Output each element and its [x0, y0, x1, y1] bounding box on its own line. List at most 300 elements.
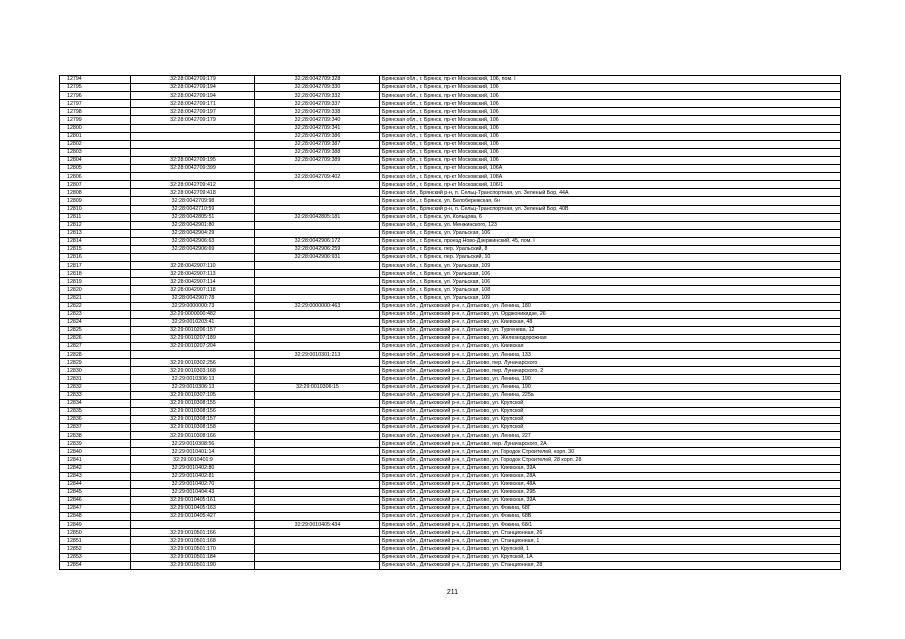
address-cell: Брянская обл., Дятьковский р-н, г. Дятьково, ул. Ленина, 190 — [380, 375, 841, 383]
table-row — [60, 480, 841, 488]
row-number-cell: 12836 — [60, 415, 131, 423]
table-row — [60, 197, 841, 205]
land-cadastral-number-cell: 32:28:0042709:194 — [131, 92, 255, 100]
land-cadastral-number-cell — [131, 132, 255, 140]
table-row — [60, 181, 841, 189]
building-cadastral-number-cell — [255, 456, 380, 464]
table-row — [60, 124, 841, 132]
table-row — [60, 424, 841, 432]
table-row — [60, 513, 841, 521]
row-number-cell: 12854 — [60, 561, 131, 569]
address-cell: Брянская обл., Дятьковский р-н, г. Дятьково, ул. Крупской, 1А — [380, 553, 841, 561]
land-cadastral-number-cell: 32:28:0042907:114 — [131, 278, 255, 286]
land-cadastral-number-cell: 32:29:0010402:81 — [131, 472, 255, 480]
address-cell: Брянская обл., г. Брянск, пр-кт Московский, 106 — [380, 116, 841, 124]
table-row — [60, 326, 841, 334]
address-cell: Брянская обл., Дятьковский р-н, г. Дятьково, ул. Крупской, 1 — [380, 545, 841, 553]
table-row — [60, 432, 841, 440]
table-row — [60, 245, 841, 253]
address-cell: Брянская обл., Дятьковский р-н, г. Дятьково, ул. Ленина, 227 — [380, 432, 841, 440]
table-row — [60, 496, 841, 504]
building-cadastral-number-cell — [255, 513, 380, 521]
row-number-cell: 12817 — [60, 262, 131, 270]
building-cadastral-number-cell — [255, 229, 380, 237]
address-cell: Брянская обл., Дятьковский р-н, г. Дятьково, ул. Орджоникидзе, 26 — [380, 310, 841, 318]
building-cadastral-number-cell — [255, 262, 380, 270]
row-number-cell: 12801 — [60, 132, 131, 140]
table-row — [60, 488, 841, 496]
address-cell: Брянская обл., г. Брянск, пер. Уральский, 8 — [380, 245, 841, 253]
address-cell: Брянская обл., г. Брянск, пер. Уральский, 10 — [380, 254, 841, 262]
address-cell: Брянская обл., Дятьковский р-н, г. Дятьково, ул. Железнодорожная — [380, 335, 841, 343]
building-cadastral-number-cell — [255, 537, 380, 545]
table-row — [60, 375, 841, 383]
land-cadastral-number-cell: 32:29:0010207:189 — [131, 335, 255, 343]
building-cadastral-number-cell — [255, 326, 380, 334]
building-cadastral-number-cell — [255, 407, 380, 415]
address-cell: Брянская обл., Дятьковский р-н, г. Дятьково, ул. Станционная, 1 — [380, 537, 841, 545]
row-number-cell: 12840 — [60, 448, 131, 456]
land-cadastral-number-cell: 32:29:0010501:184 — [131, 553, 255, 561]
row-number-cell: 12825 — [60, 326, 131, 334]
row-number-cell: 12846 — [60, 496, 131, 504]
row-number-cell: 12852 — [60, 545, 131, 553]
row-number-cell: 12839 — [60, 440, 131, 448]
land-cadastral-number-cell: 32:29:0010501:166 — [131, 529, 255, 537]
row-number-cell: 12835 — [60, 407, 131, 415]
address-cell: Брянская обл., Дятьковский р-н, г. Дятьково, ул. Киевская, 29Б — [380, 488, 841, 496]
building-cadastral-number-cell — [255, 432, 380, 440]
land-cadastral-number-cell — [131, 351, 255, 359]
land-cadastral-number-cell: 32:28:0042709:194 — [131, 84, 255, 92]
land-cadastral-number-cell: 32:29:0010302:256 — [131, 359, 255, 367]
land-cadastral-number-cell — [131, 173, 255, 181]
address-cell: Брянская обл., г. Брянск, пр-кт Московский, 106 — [380, 140, 841, 148]
address-cell: Брянская обл., Дятьковский р-н, г. Дятьково, ул. Ленина, 190 — [380, 383, 841, 391]
row-number-cell: 12800 — [60, 124, 131, 132]
table-row — [60, 221, 841, 229]
address-cell: Брянская обл., Дятьковский р-н, г. Дятьково, ул. Станционная, 26 — [380, 529, 841, 537]
address-cell: Брянская обл., Дятьковский р-н, г. Дятьково, ул. Крупской — [380, 407, 841, 415]
address-cell: Брянская обл., Дятьковский р-н, г. Дятьково, ул. Киевская — [380, 343, 841, 351]
building-cadastral-number-cell: 32:28:0042709:332 — [255, 92, 380, 100]
building-cadastral-number-cell — [255, 278, 380, 286]
land-cadastral-number-cell: 32:28:0042709:195 — [131, 156, 255, 164]
building-cadastral-number-cell: 32:29:0010405:434 — [255, 521, 380, 529]
table-row — [60, 553, 841, 561]
table-row — [60, 537, 841, 545]
row-number-cell: 12833 — [60, 391, 131, 399]
address-cell: Брянская обл., Дятьковский р-н, г. Дятьково, ул. Тургенева, 12 — [380, 326, 841, 334]
row-number-cell: 12799 — [60, 116, 131, 124]
building-cadastral-number-cell — [255, 189, 380, 197]
table-row — [60, 383, 841, 391]
address-cell: Брянская обл., Брянский р-н, п. Сельц-Транспортная, ул. Зеленый Бор, 44А — [380, 189, 841, 197]
address-cell: Брянская обл., Дятьковский р-н, г. Дятьково, ул. Крупской — [380, 424, 841, 432]
building-cadastral-number-cell — [255, 294, 380, 302]
address-cell: Брянская обл., г. Брянск, пр-кт Московский, 106/1 — [380, 181, 841, 189]
row-number-cell: 12802 — [60, 140, 131, 148]
building-cadastral-number-cell: 32:28:0042709:338 — [255, 108, 380, 116]
address-cell: Брянская обл., г. Брянск, ул. Кольцова, 6 — [380, 213, 841, 221]
row-number-cell: 12806 — [60, 173, 131, 181]
land-cadastral-number-cell: 32:28:0042805:51 — [131, 213, 255, 221]
land-cadastral-number-cell: 32:28:0042907:110 — [131, 262, 255, 270]
land-cadastral-number-cell: 32:28:0042709:179 — [131, 116, 255, 124]
building-cadastral-number-cell — [255, 496, 380, 504]
building-cadastral-number-cell — [255, 375, 380, 383]
row-number-cell: 12826 — [60, 335, 131, 343]
address-cell: Брянская обл., г. Брянск, пр-кт Московский, 108А — [380, 173, 841, 181]
land-cadastral-number-cell: 32:29:0010308:56 — [131, 440, 255, 448]
address-cell: Брянская обл., Дятьковский р-н, г. Дятьково, ул. Ленина, 180 — [380, 302, 841, 310]
address-cell: Брянская обл., г. Брянск, пр-кт Московский, 106 — [380, 92, 841, 100]
land-cadastral-number-cell — [131, 521, 255, 529]
land-cadastral-number-cell: 32:29:0000000:73 — [131, 302, 255, 310]
table-row — [60, 156, 841, 164]
building-cadastral-number-cell — [255, 448, 380, 456]
row-number-cell: 12847 — [60, 504, 131, 512]
land-cadastral-number-cell: 32:29:0010401:9 — [131, 456, 255, 464]
building-cadastral-number-cell — [255, 488, 380, 496]
building-cadastral-number-cell: 32:28:0042709:386 — [255, 132, 380, 140]
building-cadastral-number-cell: 32:28:0042709:328 — [255, 76, 380, 84]
row-number-cell: 12795 — [60, 84, 131, 92]
row-number-cell: 12824 — [60, 318, 131, 326]
land-cadastral-number-cell: 32:29:0010306:13 — [131, 383, 255, 391]
row-number-cell: 12815 — [60, 245, 131, 253]
building-cadastral-number-cell: 32:29:0010301:213 — [255, 351, 380, 359]
address-cell: Брянская обл., г. Брянск, ул. Уральская, 106 — [380, 270, 841, 278]
table-row — [60, 545, 841, 553]
building-cadastral-number-cell: 32:28:0042709:337 — [255, 100, 380, 108]
address-cell: Брянская обл., г. Брянск, проезд Ново-Дзержинский, 45, пом. I — [380, 237, 841, 245]
land-cadastral-number-cell: 32:28:0042904:29 — [131, 229, 255, 237]
address-cell: Брянская обл., Дятьковский р-н, г. Дятьково, пер. Луначарского, 2А — [380, 440, 841, 448]
address-cell: Брянская обл., г. Брянск, пр-кт Московский, 106А — [380, 165, 841, 173]
table-row — [60, 270, 841, 278]
table-row — [60, 561, 841, 569]
row-number-cell: 12822 — [60, 302, 131, 310]
address-cell: Брянская обл., г. Брянск, пр-кт Московский, 106 — [380, 132, 841, 140]
row-number-cell: 12813 — [60, 229, 131, 237]
address-cell: Брянская обл., г. Брянск, пр-кт Московский, 106 — [380, 124, 841, 132]
table-row — [60, 529, 841, 537]
address-cell: Брянская обл., Дятьковский р-н, г. Дятьково, пер. Луначарского, 2 — [380, 367, 841, 375]
row-number-cell: 12841 — [60, 456, 131, 464]
table-row — [60, 391, 841, 399]
row-number-cell: 12850 — [60, 529, 131, 537]
table-row — [60, 343, 841, 351]
row-number-cell: 12812 — [60, 221, 131, 229]
row-number-cell: 12831 — [60, 375, 131, 383]
building-cadastral-number-cell: 32:28:0042805:181 — [255, 213, 380, 221]
table-row — [60, 92, 841, 100]
address-cell: Брянская обл., Дятьковский р-н, г. Дятьково, ул. Ленина, 225а — [380, 391, 841, 399]
address-cell: Брянская обл., г. Брянск, ул. Уральская, 106 — [380, 229, 841, 237]
table-row — [60, 213, 841, 221]
table-row — [60, 294, 841, 302]
row-number-cell: 12816 — [60, 254, 131, 262]
building-cadastral-number-cell — [255, 221, 380, 229]
table-row — [60, 254, 841, 262]
row-number-cell: 12797 — [60, 100, 131, 108]
row-number-cell: 12838 — [60, 432, 131, 440]
land-cadastral-number-cell: 32:29:0010308:157 — [131, 415, 255, 423]
table-row — [60, 132, 841, 140]
land-cadastral-number-cell: 32:29:0010203:41 — [131, 318, 255, 326]
row-number-cell: 12803 — [60, 148, 131, 156]
table-row — [60, 302, 841, 310]
row-number-cell: 12814 — [60, 237, 131, 245]
row-number-cell: 12843 — [60, 472, 131, 480]
building-cadastral-number-cell — [255, 310, 380, 318]
table-row — [60, 399, 841, 407]
register-table-body — [60, 76, 841, 570]
row-number-cell: 12849 — [60, 521, 131, 529]
table-row — [60, 440, 841, 448]
land-cadastral-number-cell: 32:29:0010307:105 — [131, 391, 255, 399]
table-row — [60, 173, 841, 181]
row-number-cell: 12818 — [60, 270, 131, 278]
building-cadastral-number-cell — [255, 529, 380, 537]
land-cadastral-number-cell: 32:29:0010405:427 — [131, 513, 255, 521]
land-cadastral-number-cell — [131, 254, 255, 262]
address-cell: Брянская обл., г. Брянск, пр-кт Московский, 106 — [380, 148, 841, 156]
building-cadastral-number-cell — [255, 205, 380, 213]
land-cadastral-number-cell: 32:28:0042906:69 — [131, 245, 255, 253]
building-cadastral-number-cell — [255, 440, 380, 448]
address-cell: Брянская обл., г. Брянск, пр-кт Московский, 106, пом. I — [380, 76, 841, 84]
table-row — [60, 407, 841, 415]
row-number-cell: 12811 — [60, 213, 131, 221]
address-cell: Брянская обл., г. Брянск, ул. Уральская, 106 — [380, 278, 841, 286]
address-cell: Брянская обл., Дятьковский р-н, г. Дятьково, ул. Фокина, 68/1 — [380, 521, 841, 529]
row-number-cell: 12808 — [60, 189, 131, 197]
land-cadastral-number-cell: 32:29:0010308:166 — [131, 432, 255, 440]
land-cadastral-number-cell: 32:29:0010404:43 — [131, 488, 255, 496]
building-cadastral-number-cell — [255, 399, 380, 407]
land-cadastral-number-cell: 32:29:0010308:158 — [131, 424, 255, 432]
building-cadastral-number-cell — [255, 472, 380, 480]
land-cadastral-number-cell: 32:29:0010308:155 — [131, 399, 255, 407]
building-cadastral-number-cell: 32:28:0042906:931 — [255, 254, 380, 262]
row-number-cell: 12804 — [60, 156, 131, 164]
land-cadastral-number-cell — [131, 124, 255, 132]
address-cell: Брянская обл., Дятьковский р-н, г. Дятьково, ул. Городок Строителей, 28 корп. 28 — [380, 456, 841, 464]
row-number-cell: 12853 — [60, 553, 131, 561]
building-cadastral-number-cell — [255, 553, 380, 561]
table-row — [60, 286, 841, 294]
row-number-cell: 12820 — [60, 286, 131, 294]
table-row — [60, 84, 841, 92]
table-row — [60, 148, 841, 156]
table-row — [60, 165, 841, 173]
address-cell: Брянская обл., Дятьковский р-н, г. Дятьково, ул. Крупской — [380, 399, 841, 407]
table-row — [60, 229, 841, 237]
table-row — [60, 76, 841, 84]
table-row — [60, 318, 841, 326]
land-cadastral-number-cell: 32:29:0010501:168 — [131, 537, 255, 545]
building-cadastral-number-cell — [255, 335, 380, 343]
row-number-cell: 12851 — [60, 537, 131, 545]
row-number-cell: 12830 — [60, 367, 131, 375]
land-cadastral-number-cell: 32:29:0010405:161 — [131, 496, 255, 504]
table-row — [60, 521, 841, 529]
row-number-cell: 12844 — [60, 480, 131, 488]
table-row — [60, 278, 841, 286]
building-cadastral-number-cell — [255, 286, 380, 294]
address-cell: Брянская обл., Дятьковский р-н, г. Дятьково, ул. Киевская, 28А — [380, 472, 841, 480]
table-row — [60, 140, 841, 148]
table-row — [60, 310, 841, 318]
table-row — [60, 367, 841, 375]
table-row — [60, 335, 841, 343]
land-cadastral-number-cell: 32:28:0042709:418 — [131, 189, 255, 197]
table-row — [60, 448, 841, 456]
building-cadastral-number-cell: 32:29:0000000:463 — [255, 302, 380, 310]
address-cell: Брянская обл., Дятьковский р-н, г. Дятьково, ул. Станционная, 28 — [380, 561, 841, 569]
address-cell: Брянская обл., г. Брянск, ул. Менжинского, 123 — [380, 221, 841, 229]
building-cadastral-number-cell — [255, 504, 380, 512]
address-cell: Брянская обл., г. Брянск, ул. Уральская, 108 — [380, 286, 841, 294]
row-number-cell: 12845 — [60, 488, 131, 496]
land-cadastral-number-cell: 32:28:0042709:98 — [131, 197, 255, 205]
row-number-cell: 12823 — [60, 310, 131, 318]
land-cadastral-number-cell: 32:29:0010402:80 — [131, 464, 255, 472]
address-cell: Брянская обл., Дятьковский р-н, г. Дятьково, ул. Киевская, 39А — [380, 496, 841, 504]
table-row — [60, 415, 841, 423]
land-cadastral-number-cell: 32:28:0042709:171 — [131, 100, 255, 108]
building-cadastral-number-cell — [255, 561, 380, 569]
row-number-cell: 12834 — [60, 399, 131, 407]
building-cadastral-number-cell: 32:28:0042906:172 — [255, 237, 380, 245]
building-cadastral-number-cell — [255, 197, 380, 205]
row-number-cell: 12829 — [60, 359, 131, 367]
land-cadastral-number-cell — [131, 140, 255, 148]
table-row — [60, 116, 841, 124]
land-cadastral-number-cell: 32:29:0000000:482 — [131, 310, 255, 318]
row-number-cell: 12848 — [60, 513, 131, 521]
address-cell: Брянская обл., Дятьковский р-н, г. Дятьково, ул. Крупской — [380, 415, 841, 423]
table-row — [60, 237, 841, 245]
row-number-cell: 12827 — [60, 343, 131, 351]
building-cadastral-number-cell: 32:28:0042709:389 — [255, 156, 380, 164]
address-cell: Брянская обл., Дятьковский р-н, г. Дятьково, ул. Киевская, 48А — [380, 480, 841, 488]
row-number-cell: 12807 — [60, 181, 131, 189]
address-cell: Брянская обл., г. Брянск, пр-кт Московский, 106 — [380, 108, 841, 116]
table-row — [60, 205, 841, 213]
land-cadastral-number-cell: 32:29:0010501:170 — [131, 545, 255, 553]
row-number-cell: 12842 — [60, 464, 131, 472]
row-number-cell: 12796 — [60, 92, 131, 100]
building-cadastral-number-cell — [255, 181, 380, 189]
row-number-cell: 12810 — [60, 205, 131, 213]
address-cell: Брянская обл., Дятьковский р-н, г. Дятьково, ул. Киевская, 48 — [380, 318, 841, 326]
land-cadastral-number-cell: 32:28:0042709:197 — [131, 108, 255, 116]
address-cell: Брянская обл., Дятьковский р-н, г. Дятьково, пер. Луначарского — [380, 359, 841, 367]
building-cadastral-number-cell: 32:28:0042709:340 — [255, 116, 380, 124]
land-cadastral-number-cell: 32:29:0010402:70 — [131, 480, 255, 488]
address-cell: Брянская обл., Дятьковский р-н, г. Дятьково, ул. Городок Строителей, корп. 30 — [380, 448, 841, 456]
building-cadastral-number-cell — [255, 343, 380, 351]
table-row — [60, 189, 841, 197]
building-cadastral-number-cell — [255, 545, 380, 553]
building-cadastral-number-cell: 32:28:0042709:402 — [255, 173, 380, 181]
land-cadastral-number-cell: 32:29:0010501:190 — [131, 561, 255, 569]
address-cell: Брянская обл., Дятьковский р-н, г. Дятьково, ул. Фокина, 68В — [380, 513, 841, 521]
building-cadastral-number-cell — [255, 424, 380, 432]
building-cadastral-number-cell — [255, 367, 380, 375]
land-cadastral-number-cell: 32:28:0042907:113 — [131, 270, 255, 278]
row-number-cell: 12798 — [60, 108, 131, 116]
land-cadastral-number-cell: 32:29:0010206:157 — [131, 326, 255, 334]
land-cadastral-number-cell: 32:29:0010405:163 — [131, 504, 255, 512]
table-row — [60, 100, 841, 108]
land-cadastral-number-cell — [131, 148, 255, 156]
building-cadastral-number-cell: 32:29:0010306:15 — [255, 383, 380, 391]
table-row — [60, 359, 841, 367]
row-number-cell: 12828 — [60, 351, 131, 359]
row-number-cell: 12821 — [60, 294, 131, 302]
land-cadastral-number-cell: 32:28:0042710:59 — [131, 205, 255, 213]
row-number-cell: 12819 — [60, 278, 131, 286]
land-cadastral-number-cell: 32:28:0042907:118 — [131, 286, 255, 294]
building-cadastral-number-cell — [255, 359, 380, 367]
table-row — [60, 472, 841, 480]
address-cell: Брянская обл., г. Брянск, пр-кт Московский, 106 — [380, 84, 841, 92]
building-cadastral-number-cell: 32:28:0042709:341 — [255, 124, 380, 132]
address-cell: Брянская обл., г. Брянск, пр-кт Московский, 106 — [380, 156, 841, 164]
address-cell: Брянская обл., г. Брянск, ул. Уральская, 109 — [380, 294, 841, 302]
land-cadastral-number-cell: 32:28:0042709:399 — [131, 165, 255, 173]
address-cell: Брянская обл., Дятьковский р-н, г. Дятьково, ул. Ленина, 133 — [380, 351, 841, 359]
land-cadastral-number-cell: 32:28:0042709:179 — [131, 76, 255, 84]
land-cadastral-number-cell: 32:29:0010308:156 — [131, 407, 255, 415]
address-cell: Брянская обл., г. Брянск, ул. Уральская, 109 — [380, 262, 841, 270]
table-row — [60, 464, 841, 472]
row-number-cell: 12805 — [60, 165, 131, 173]
table-row — [60, 351, 841, 359]
address-cell: Брянская обл., Дятьковский р-н, г. Дятьково, ул. Фокина, 68Г — [380, 504, 841, 512]
building-cadastral-number-cell: 32:28:0042709:387 — [255, 140, 380, 148]
table-row — [60, 504, 841, 512]
building-cadastral-number-cell: 32:28:0042709:388 — [255, 148, 380, 156]
row-number-cell: 12809 — [60, 197, 131, 205]
table-row — [60, 262, 841, 270]
building-cadastral-number-cell — [255, 270, 380, 278]
building-cadastral-number-cell — [255, 480, 380, 488]
address-cell: Брянская обл., г. Брянск, пр-кт Московский, 106 — [380, 100, 841, 108]
land-cadastral-number-cell: 32:29:0010401:14 — [131, 448, 255, 456]
land-cadastral-number-cell: 32:29:0010207:204 — [131, 343, 255, 351]
building-cadastral-number-cell — [255, 415, 380, 423]
land-cadastral-number-cell: 32:29:0010303:168 — [131, 367, 255, 375]
building-cadastral-number-cell: 32:28:0042906:259 — [255, 245, 380, 253]
building-cadastral-number-cell — [255, 318, 380, 326]
building-cadastral-number-cell — [255, 391, 380, 399]
address-cell: Брянская обл., Дятьковский р-н, г. Дятьково, ул. Киевская, 39А — [380, 464, 841, 472]
row-number-cell: 12832 — [60, 383, 131, 391]
land-cadastral-number-cell: 32:28:0042907:78 — [131, 294, 255, 302]
page-number: 211 — [446, 589, 459, 596]
table-row — [60, 108, 841, 116]
land-cadastral-number-cell: 32:28:0042906:63 — [131, 237, 255, 245]
building-cadastral-number-cell — [255, 464, 380, 472]
cadastral-register-table — [59, 75, 841, 570]
table-row — [60, 456, 841, 464]
address-cell: Брянская обл., г. Брянск, ул. Белобережская, 6н — [380, 197, 841, 205]
